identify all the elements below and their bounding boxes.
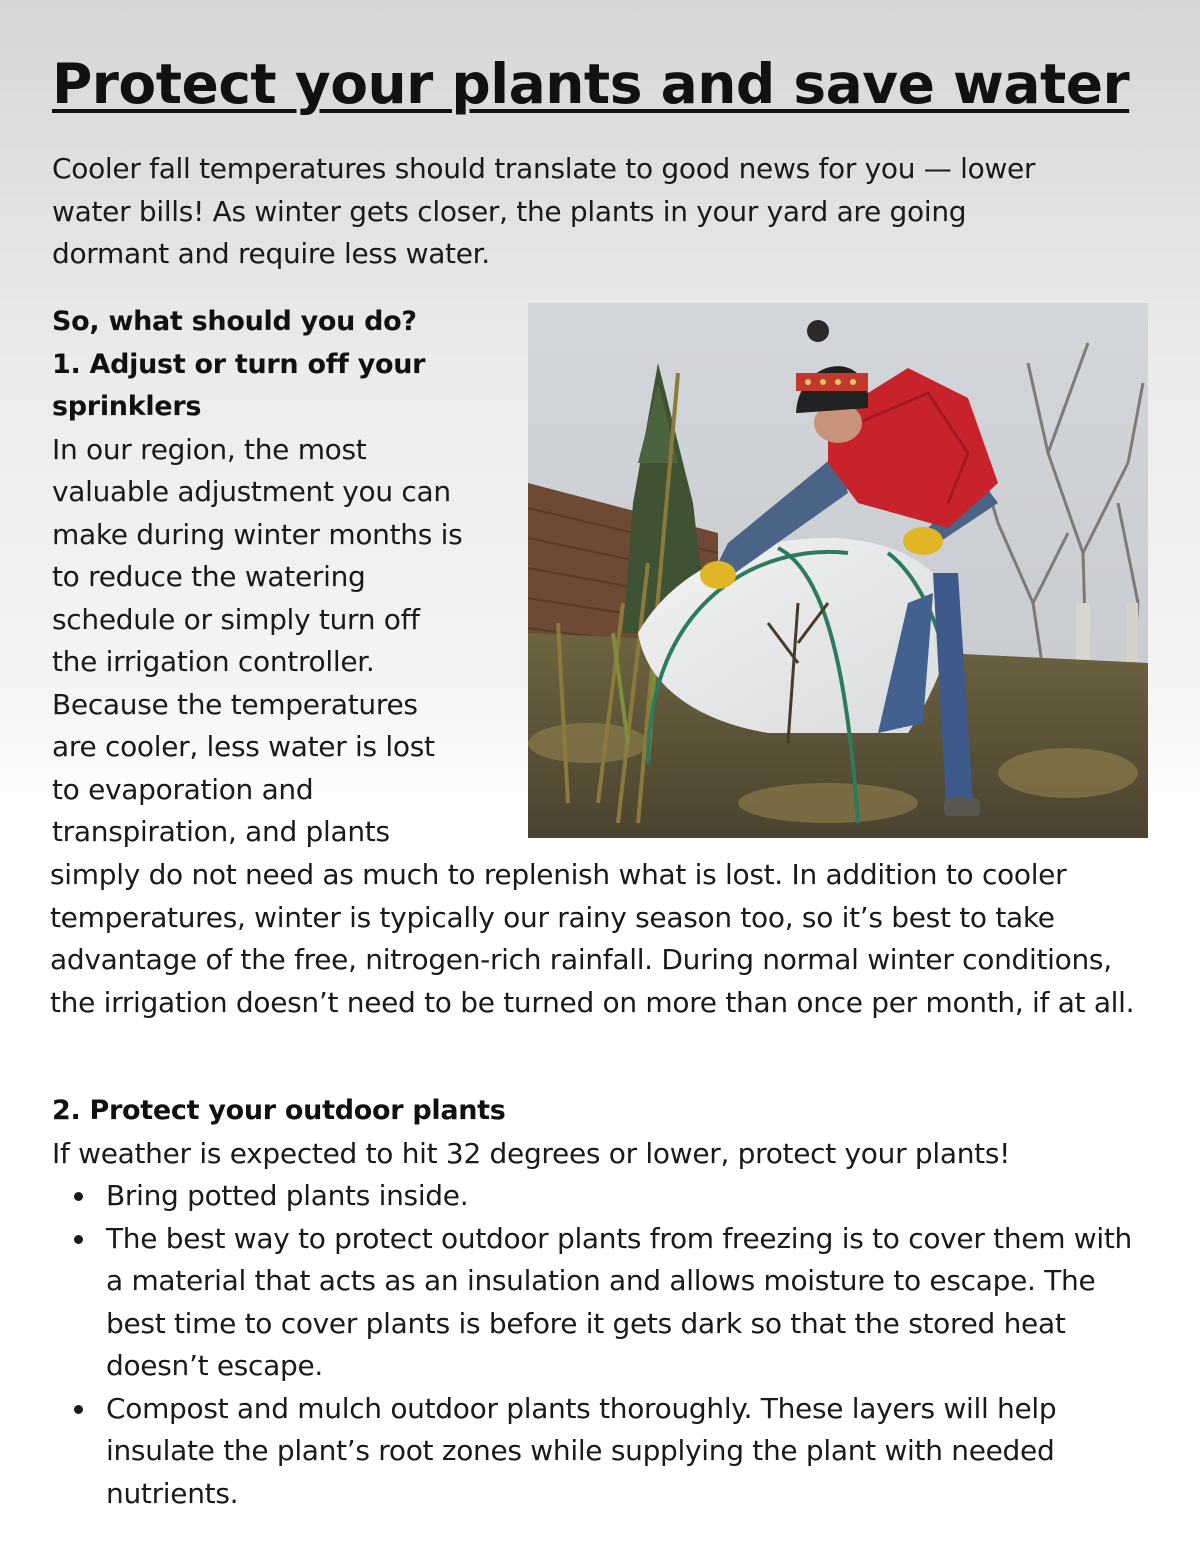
section-2 [52,1090,1162,1515]
question-heading: So, what should you do? [52,306,417,337]
tips-list [52,1175,1162,1515]
list-item [106,1388,1146,1516]
section-1-body-line: make during winter months is [52,517,463,551]
section-1-body-line: to evaporation and [52,772,314,806]
section-2-intro: If weather is expected to hit 32 degrees or lower, protect your plants! [52,1136,1011,1170]
bullet-icon [74,1192,83,1201]
gardener-covering-plant-photo [528,303,1148,838]
page-title: Protect your plants and save water [52,52,1130,116]
intro-paragraph: Cooler fall temperatures should translate to good news for you — lower water bills! As winter gets closer, the plants in your yard are going dormant and require less water. [52,152,1036,270]
section-1-body-line: In our region, the most [52,432,367,466]
list-item-text: Compost and mulch outdoor plants thoroughly. These layers will help insulate the plant’s root zones while supplying the plant with needed nutrients. [106,1391,1057,1510]
section-1-body-line: to reduce the watering [52,560,366,593]
section-1-left-column [52,301,512,854]
section-1-body-line: transpiration, and plants [52,815,390,848]
list-item [106,1218,1146,1388]
list-item [106,1175,1146,1218]
section-1-body-continued: simply do not need as much to replenish what is lost. In addition to cooler temperatures, winter is typically our rainy season too, so it’s best to take advantage of the free, nitrogen-rich rainfall. During normal winter conditions, the irrigation doesn’t need to be turned on more than once per month, if at all. [50,858,1135,1019]
list-item-text: The best way to protect outdoor plants from freezing is to cover them with a material that acts as an insulation and allows moisture to escape. The best time to cover plants is before it gets dark so that the stored heat doesn’t escape. [106,1221,1132,1382]
section-1-body-line: are cooler, less water is lost [52,730,435,763]
bullet-icon [74,1235,83,1244]
list-item-text: Bring potted plants inside. [106,1179,469,1212]
section-1-body-line: valuable adjustment you can [52,475,451,508]
section-1-heading: 1. Adjust or turn off your sprinklers [52,348,426,422]
section-2-heading: 2. Protect your outdoor plants [52,1095,506,1126]
bullet-icon [74,1405,83,1414]
section-1-body-line: Because the temperatures [52,687,418,721]
section-1-body-line: schedule or simply turn off [52,602,420,636]
section-1-body-line: the irrigation controller. [52,645,375,678]
